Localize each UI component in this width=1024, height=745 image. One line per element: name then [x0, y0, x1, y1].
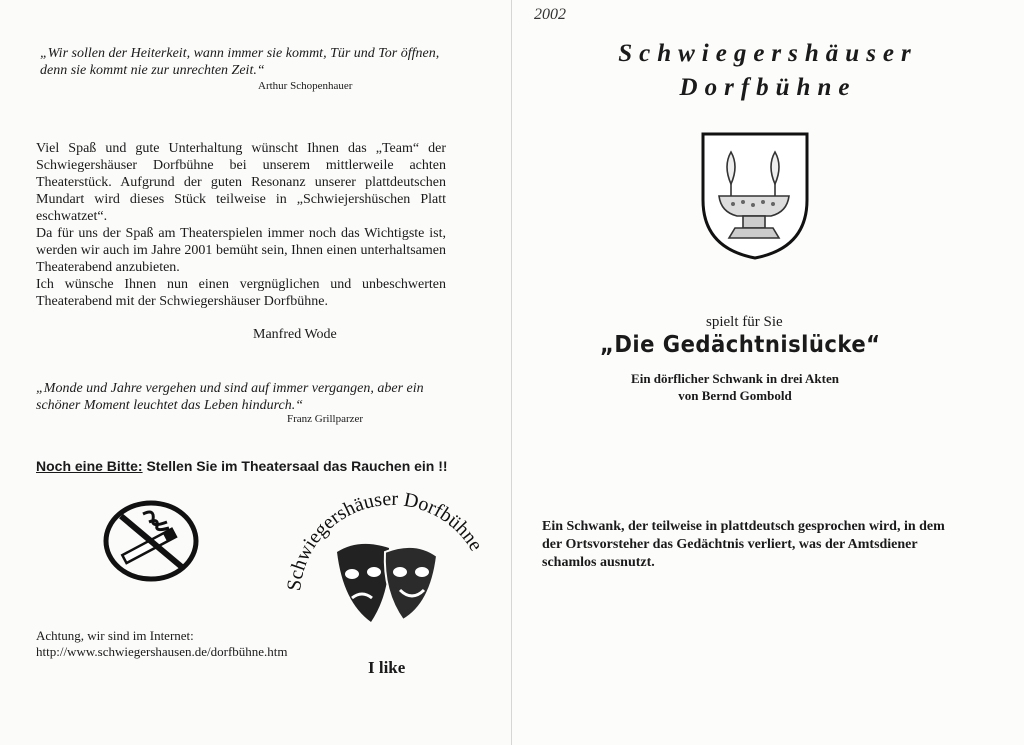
quote-author-grillparzer: Franz Grillparzer [287, 413, 364, 425]
welcome-text [36, 140, 446, 310]
welcome-paragraph-3: Ich wünsche Ihnen nun einen vergnüglichen und unbeschwerten Theaterabend mit der Schwiegershäuser Dorfbühne. [36, 277, 446, 309]
brand-line-2: Dorfbühne [679, 74, 857, 101]
logo-arc-text: Schwiegershäuser Dorfbühne [283, 487, 487, 592]
quote-schopenhauer: „Wir sollen der Heiterkeit, wann immer sie kommt, Tür und Tor öffnen, denn sie kommt nie zur unrechten Zeit.“ [40, 46, 440, 78]
signature: Manfred Wode [253, 327, 337, 342]
play-synopsis: Ein Schwank, der teilweise in plattdeutsch gesprochen wird, in dem der Ortsvorsteher das Gedächtnis verliert, was der Amtsdiener schamlos ausnutzt. [542, 519, 945, 570]
internet-note [36, 628, 288, 660]
no-smoking-request [36, 458, 448, 474]
request-text: Stellen Sie im Theatersaal das Rauchen ein !! [142, 458, 448, 474]
quote-grillparzer: „Monde und Jahre vergehen und sind auf immer vergangen, aber ein schöner Moment leuchtet das Leben hindurch.“ [36, 381, 424, 413]
welcome-paragraph-2: Da für uns der Spaß am Theaterspielen immer noch das Wichtigste ist, werden wir auch im Jahre 2001 bemüht sein, Ihnen einen unterhaltsamen Theaterabend anzubieten. [36, 226, 446, 275]
play-title: „Die Gedächtnislücke“ [600, 332, 881, 358]
internet-url[interactable]: http://www.schwiegershausen.de/dorfbühne.htm [36, 644, 288, 659]
play-subtitle-line-2: von Bernd Gombold [678, 388, 792, 403]
no-smoking-icon [103, 500, 199, 582]
welcome-paragraph-1: Viel Spaß und gute Unterhaltung wünscht Ihnen das „Team“ der Schwiegershäuser Dorfbühne bei unserem mittlerweile achten Theaterstück. Aufgrund der guten Resonanz unserer plattdeutschen Mundart wird dieses Stück teilweise in „Schwiejershüschen Platt eschwatzet“. [36, 141, 446, 224]
quote-author-schopenhauer: Arthur Schopenhauer [258, 80, 353, 92]
theatre-logo [282, 482, 502, 642]
coat-of-arms-icon [699, 130, 811, 262]
left-page [0, 0, 511, 745]
comedy-tragedy-masks-icon [337, 544, 437, 622]
i-like-text: I like [368, 658, 406, 677]
play-subtitle-line-1: Ein dörflicher Schwank in drei Akten [631, 371, 839, 386]
request-label: Noch eine Bitte: [36, 458, 143, 474]
play-subtitle [610, 370, 860, 404]
handwritten-year-note: 2002 [534, 6, 566, 23]
presents-text: spielt für Sie [706, 314, 783, 330]
right-page [512, 0, 1024, 745]
brand-line-1: Schwiegershäuser [618, 40, 918, 67]
internet-line-1: Achtung, wir sind im Internet: [36, 628, 194, 643]
